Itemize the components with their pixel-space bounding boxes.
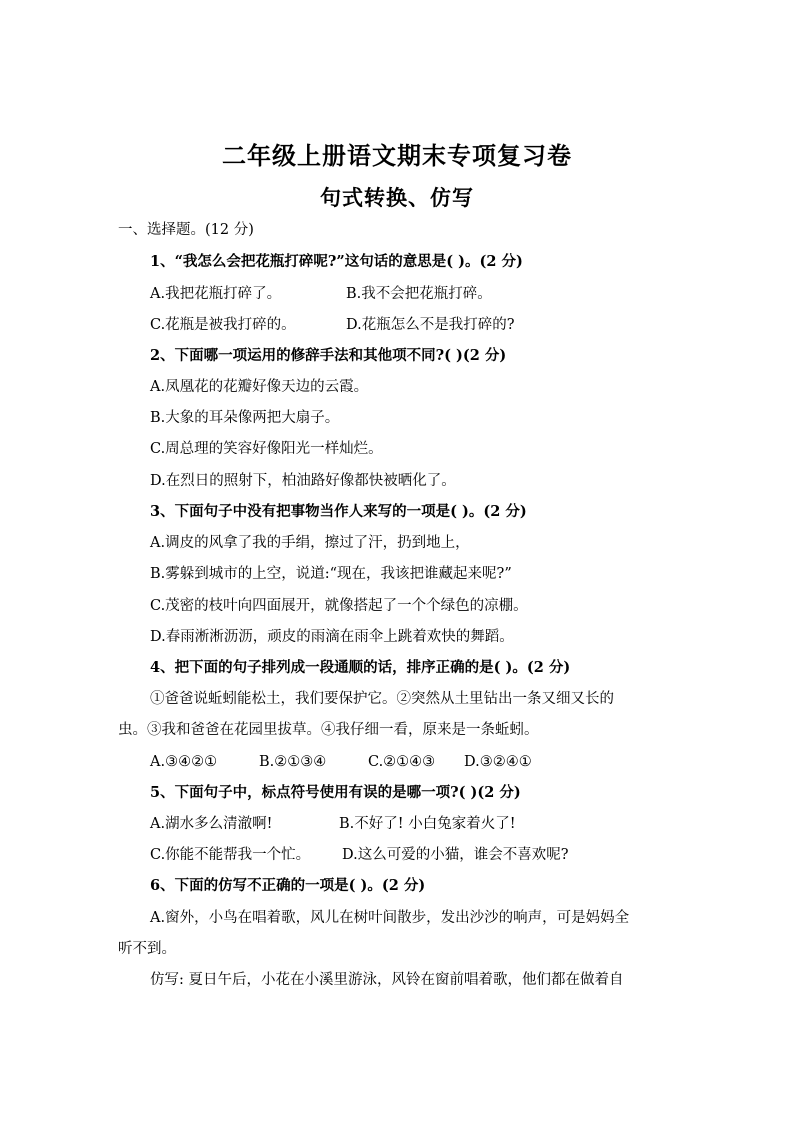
q3-option-a: A.调皮的风拿了我的手绢，擦过了汗，扔到地上， — [150, 535, 470, 551]
q1-option-a: A.我把花瓶打碎了。 — [150, 286, 282, 302]
question-5: 5、下面句子中，标点符号使用有误的是哪一项?( )(2 分) — [150, 784, 521, 801]
q3-option-c: C.茂密的枝叶向四面展开，就像搭起了一个个绿色的凉棚。 — [150, 598, 528, 614]
q2-option-c: C.周总理的笑容好像阳光一样灿烂。 — [150, 441, 383, 457]
question-4: 4、把下面的句子排列成一段通顺的话，排序正确的是( )。(2 分) — [150, 659, 571, 676]
q5-option-d: D.这么可爱的小猫，谁会不喜欢呢? — [342, 847, 569, 863]
page-subtitle: 句式转换、仿写 — [320, 185, 474, 210]
q4-option-b: B.②①③④ — [259, 754, 327, 770]
question-1: 1、“我怎么会把花瓶打碎呢?”这句话的意思是( )。(2 分) — [150, 253, 523, 270]
q5-option-b: B.不好了! 小白兔家着火了! — [339, 816, 516, 832]
page-title: 二年级上册语文期末专项复习卷 — [222, 141, 572, 170]
q6-imitation-line: 仿写: 夏日午后，小花在小溪里游泳，风铃在窗前唱着歌，他们都在做着自 — [150, 972, 624, 988]
q3-option-b: B.雾躲到城市的上空，说道:“现在，我该把谁藏起来呢?” — [150, 566, 512, 582]
q1-option-b: B.我不会把花瓶打碎。 — [346, 286, 492, 302]
q1-option-d: D.花瓶怎么不是我打碎的? — [346, 317, 515, 333]
q2-option-b: B.大象的耳朵像两把大扇子。 — [150, 410, 340, 426]
q4-option-d: D.③②④① — [464, 754, 532, 770]
q4-option-c: C.②①④③ — [368, 754, 436, 770]
q4-option-a: A.③④②① — [150, 754, 218, 770]
q5-option-c: C.你能不能帮我一个忙。 — [150, 847, 311, 863]
q3-option-d: D.春雨淅淅沥沥，顽皮的雨滴在雨伞上跳着欢快的舞蹈。 — [150, 629, 514, 645]
q1-option-c: C.花瓶是被我打碎的。 — [150, 317, 296, 333]
q4-passage-line-2: 虫。③我和爸爸在花园里拔草。④我仔细一看，原来是一条蚯蚓。 — [118, 722, 539, 738]
section-heading: 一、选择题。(12 分) — [118, 222, 254, 238]
q6-option-a-line-1: A.窗外，小鸟在唱着歌，风儿在树叶间散步，发出沙沙的响声，可是妈妈全 — [150, 910, 630, 926]
q5-option-a: A.湖水多么清澈啊! — [150, 816, 273, 832]
question-2: 2、下面哪一项运用的修辞手法和其他项不同?( )(2 分) — [150, 347, 507, 364]
question-3: 3、下面句子中没有把事物当作人来写的一项是( )。(2 分) — [150, 503, 527, 520]
q6-option-a-line-2: 听不到。 — [118, 941, 176, 957]
q2-option-d: D.在烈日的照射下，柏油路好像都快被晒化了。 — [150, 473, 456, 489]
question-6: 6、下面的仿写不正确的一项是( )。(2 分) — [150, 877, 426, 894]
q2-option-a: A.凤凰花的花瓣好像天边的云霞。 — [150, 379, 369, 395]
q4-passage-line-1: ①爸爸说蚯蚓能松土，我们要保护它。②突然从土里钻出一条又细又长的 — [150, 691, 614, 707]
